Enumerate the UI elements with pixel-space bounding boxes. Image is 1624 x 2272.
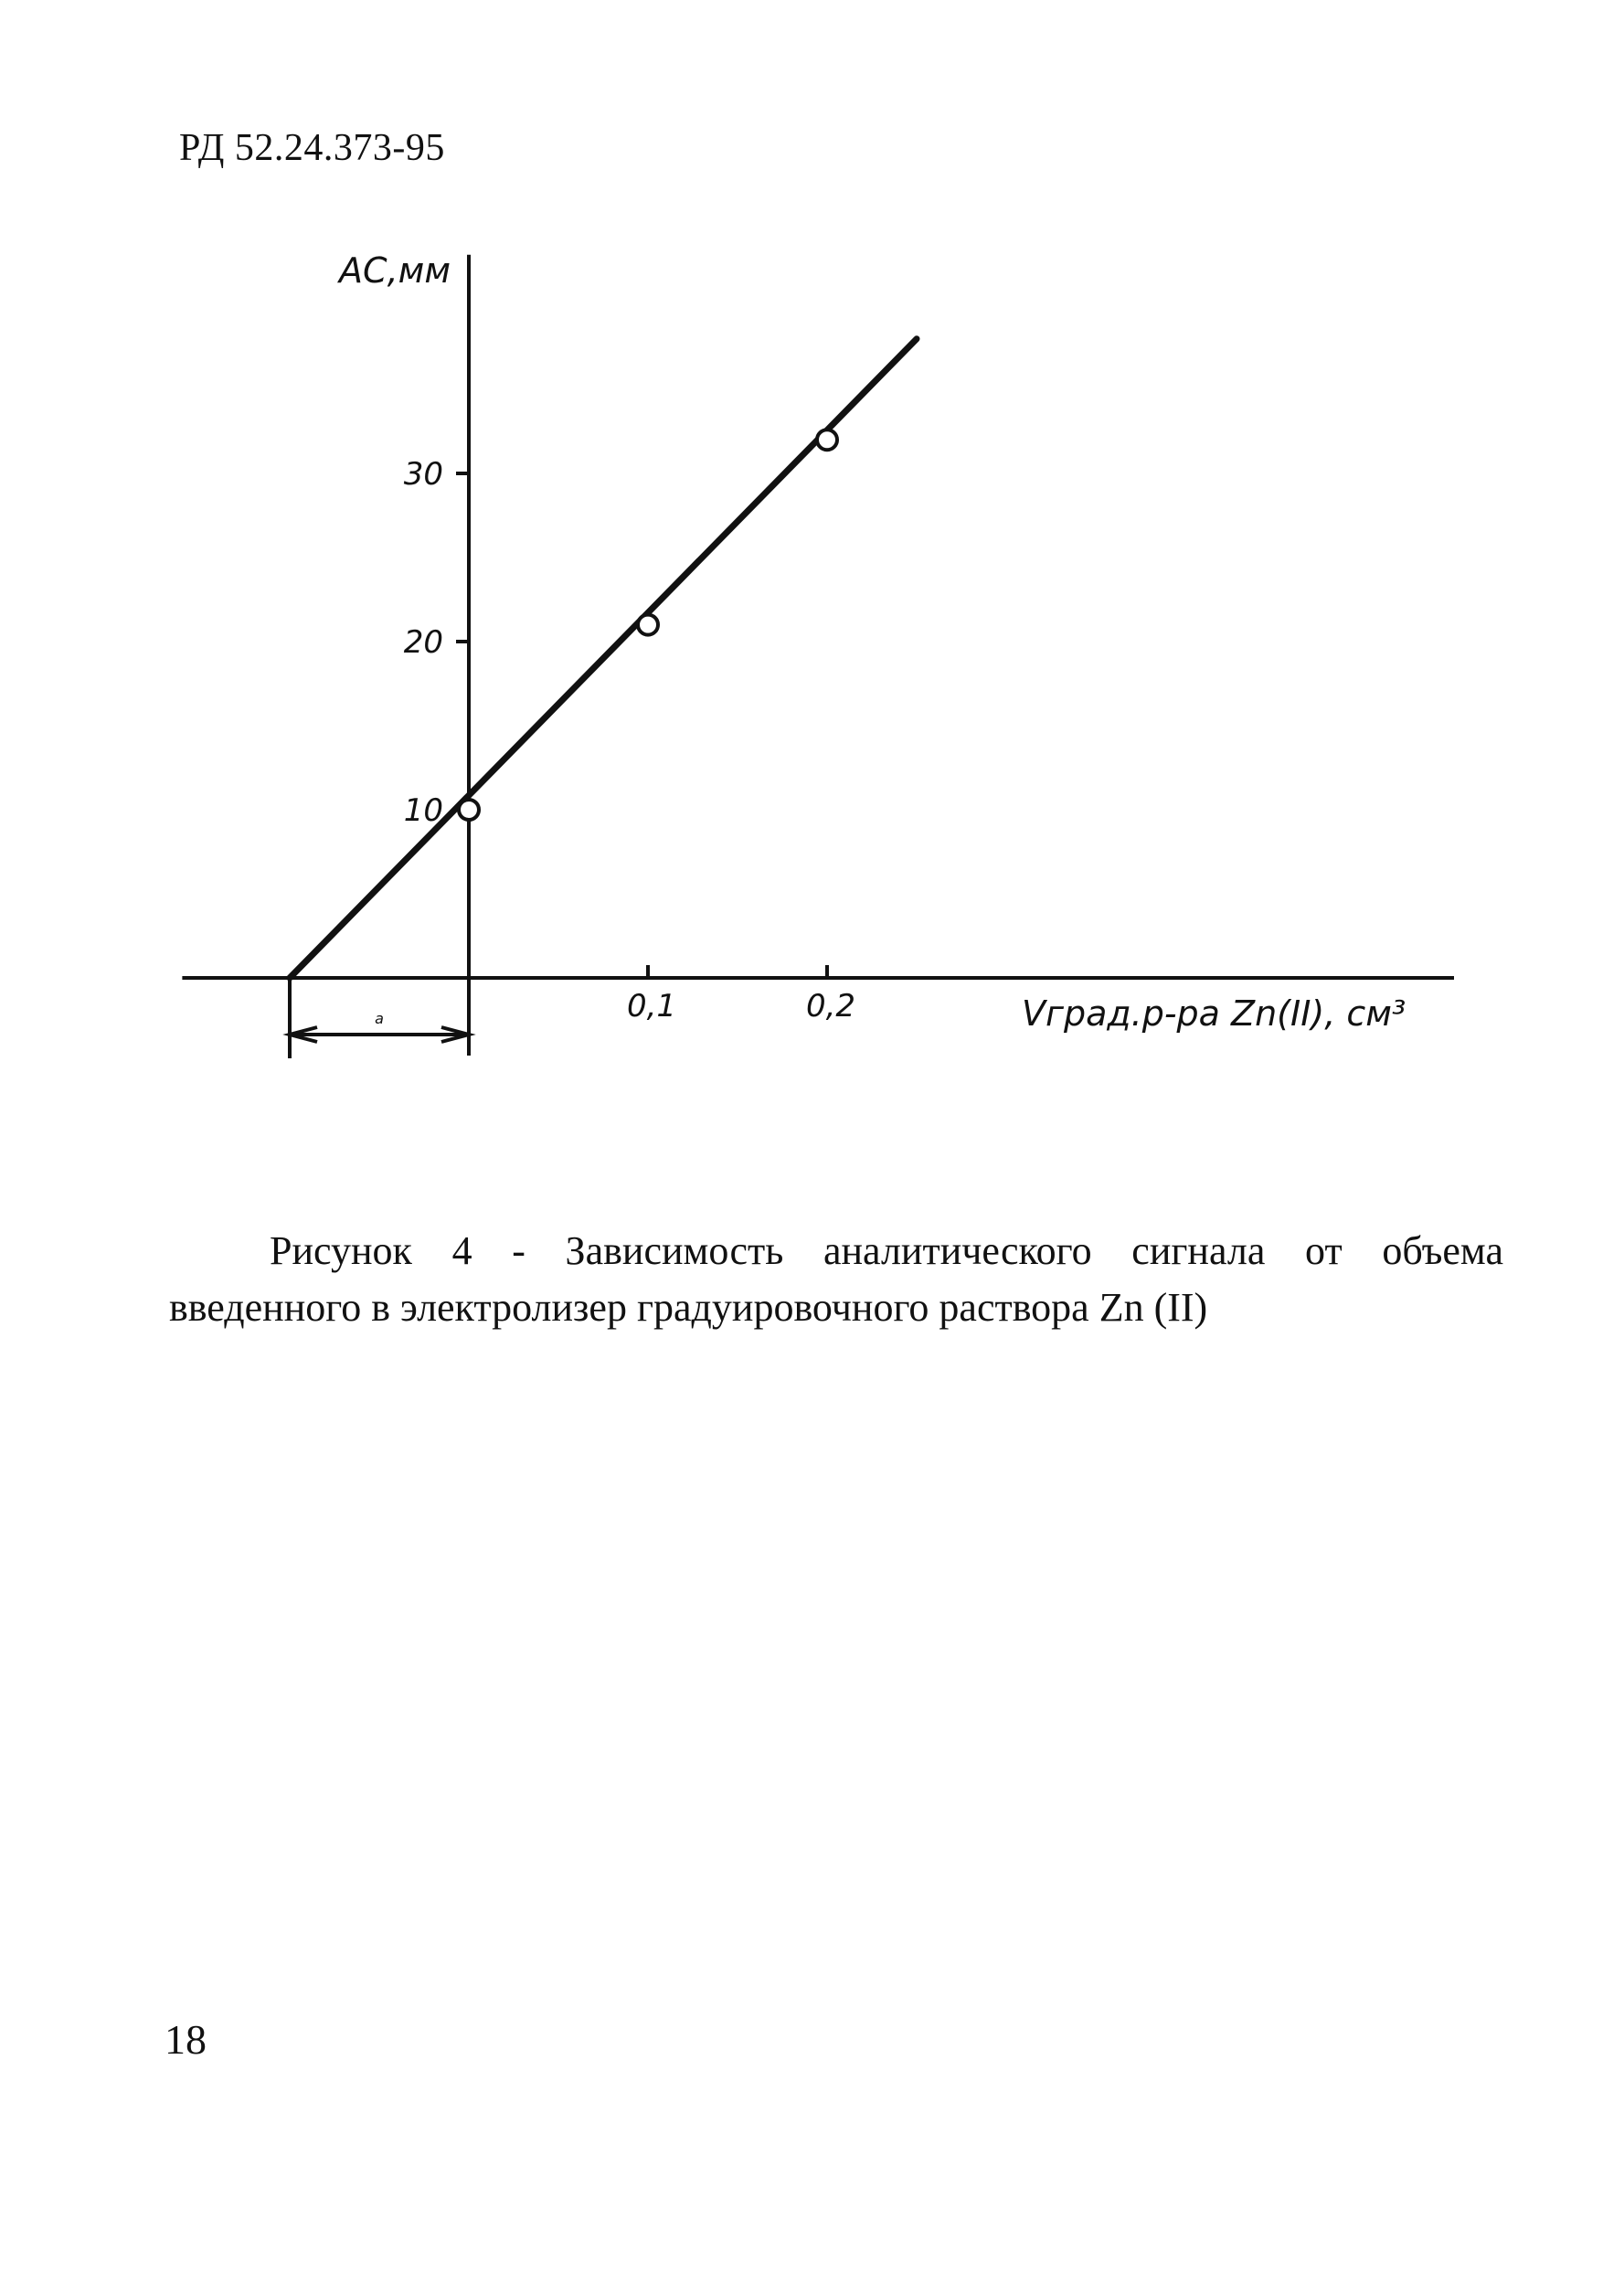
data-point	[638, 615, 658, 635]
chart-axes	[182, 255, 1454, 1056]
y-tick-label: 30	[403, 456, 443, 493]
chart-ticks	[404, 456, 855, 1025]
annotation-label: а	[375, 1010, 384, 1027]
figure-caption	[169, 1223, 1503, 1336]
chart-points	[459, 430, 837, 820]
y-axis-title: АС,мм	[339, 249, 451, 291]
page-number: 18	[165, 2016, 207, 2063]
chart-annotation	[290, 978, 469, 1058]
x-tick-label: 0,2	[805, 988, 856, 1025]
caption-line-2: введенного в электролизер градуировочного раствора Zn (II)	[169, 1285, 1208, 1330]
document-header: РД 52.24.373-95	[179, 127, 445, 169]
data-point	[459, 800, 479, 820]
x-axis-title: Vград.р-ра Zn(II), см³	[1022, 993, 1406, 1034]
caption-line-1: Рисунок 4 - Зависимость аналитического сигнала от объема	[270, 1228, 1503, 1273]
y-tick-label: 10	[403, 792, 443, 829]
chart-labels	[336, 250, 1406, 1034]
data-point	[817, 430, 837, 450]
y-tick-label: 20	[403, 624, 443, 661]
x-tick-label: 0,1	[626, 988, 677, 1025]
